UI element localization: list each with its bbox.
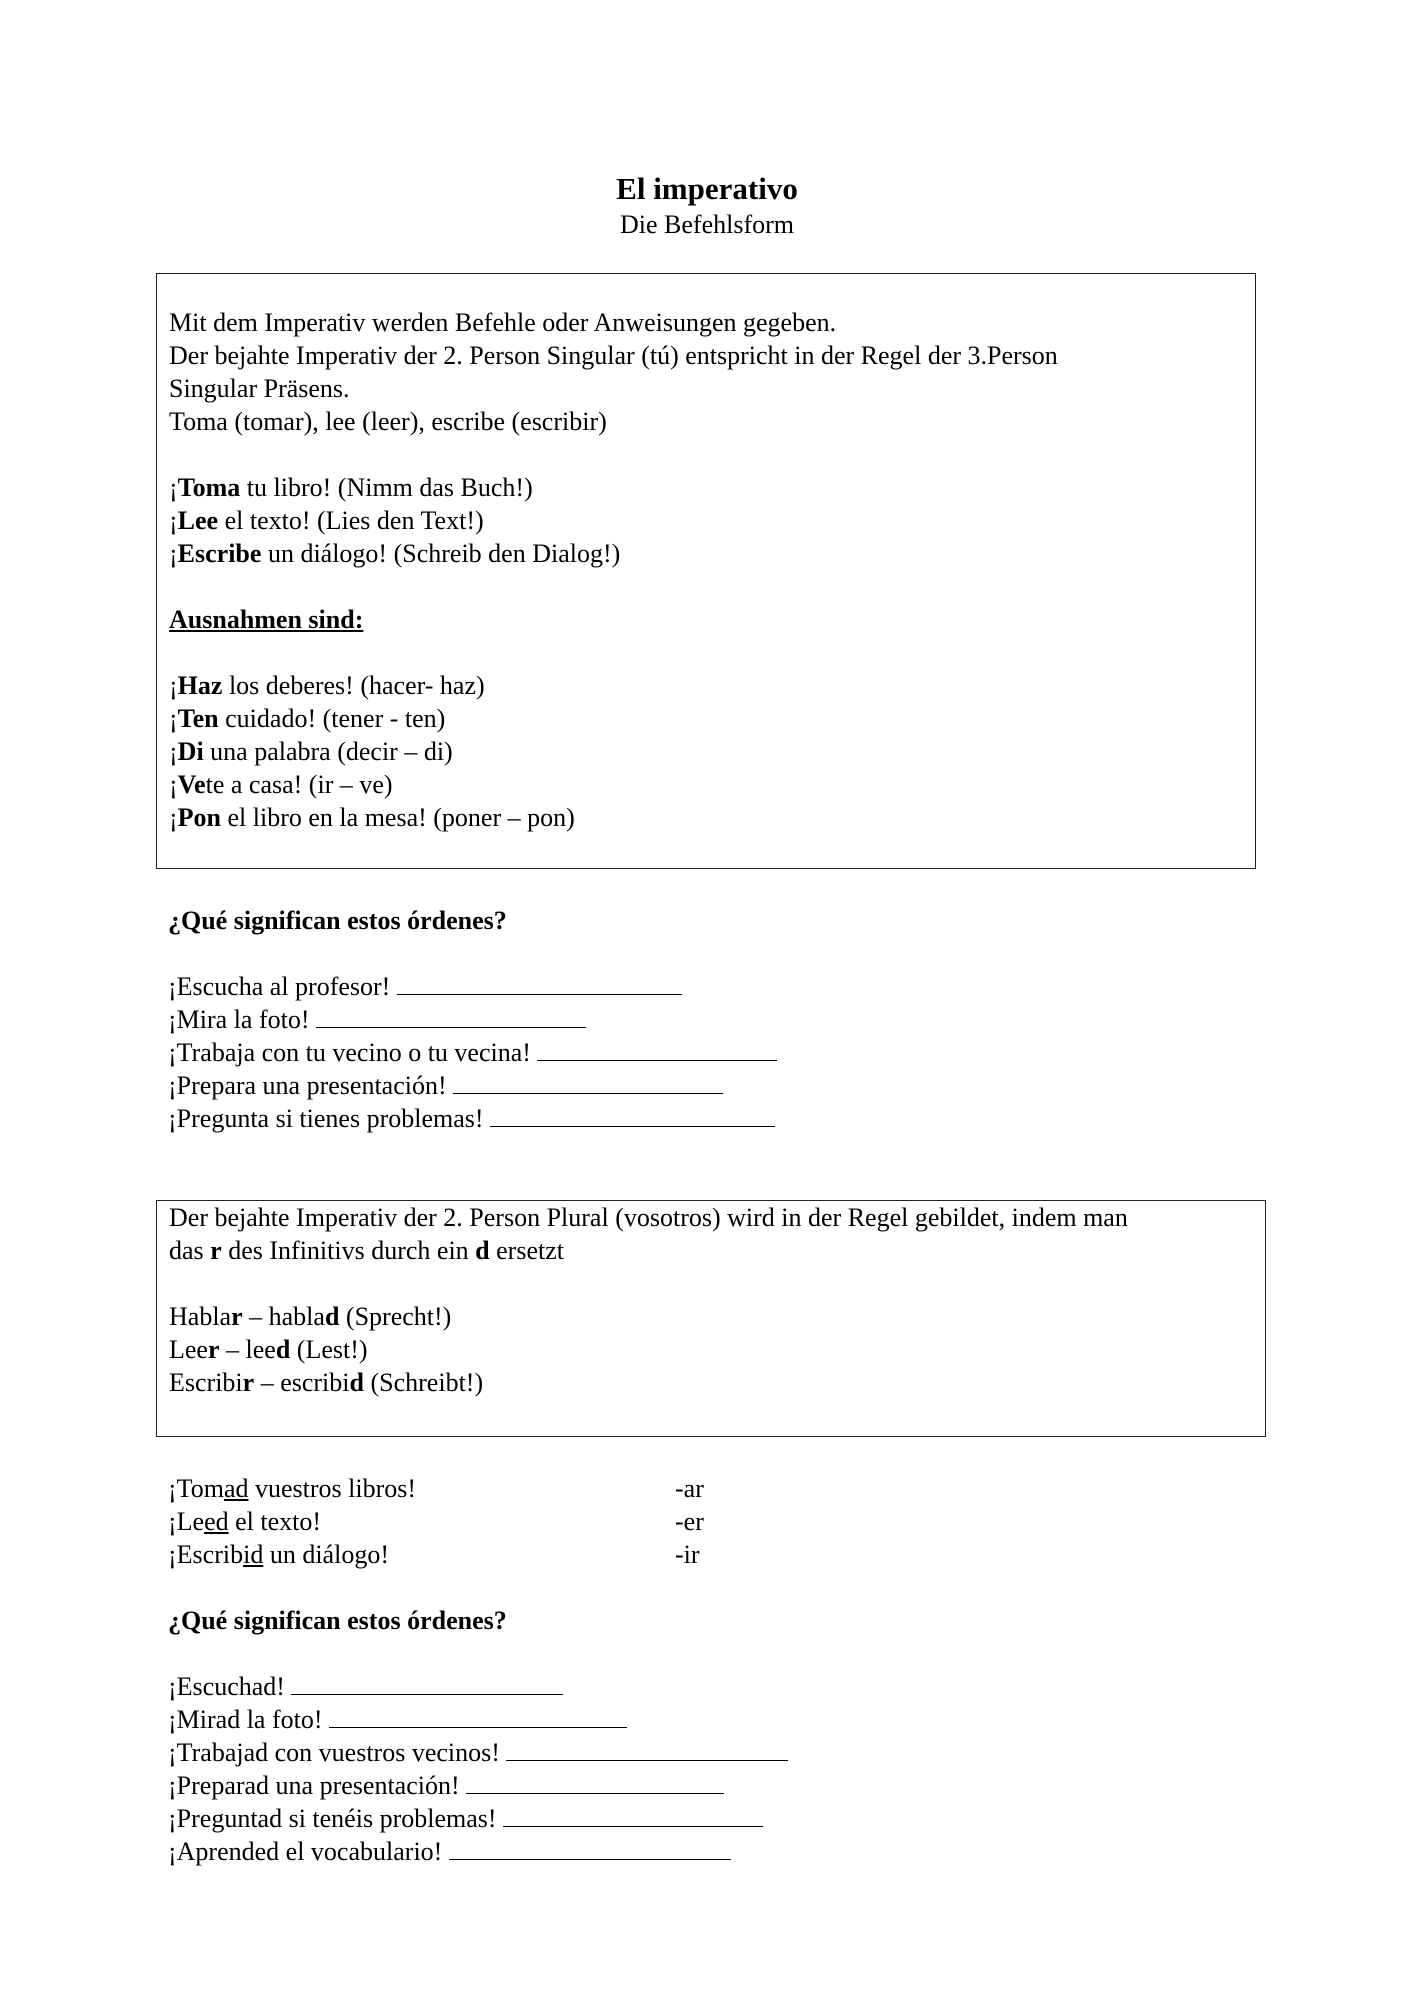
exercise-2: [168, 1604, 788, 1868]
plural-rule-box: [156, 1200, 1266, 1437]
example-line: ¡Lee el texto! (Lies den Text!): [169, 506, 484, 535]
exercise-item: ¡Aprended el vocabulario!: [168, 1835, 788, 1868]
exercise-item: ¡Prepara una presentación!: [168, 1069, 777, 1102]
answer-blank[interactable]: [329, 1705, 627, 1728]
verb-ending: -er: [675, 1507, 704, 1536]
answer-blank[interactable]: [490, 1104, 775, 1127]
exercise-heading: ¿Qué significan estos órdenes?: [168, 906, 507, 935]
plural-example-row: ¡Tomad vuestros libros! -ar: [168, 1474, 704, 1503]
verb-ending: -ar: [675, 1474, 704, 1503]
exercise-item: ¡Preparad una presentación!: [168, 1769, 788, 1802]
exercise-item: ¡Trabajad con vuestros vecinos!: [168, 1736, 788, 1769]
form-line: Hablar – hablad (Sprecht!): [169, 1302, 452, 1331]
plural-examples: [168, 1472, 704, 1571]
exercise-1: [168, 904, 777, 1135]
form-line: Leer – leed (Lest!): [169, 1335, 368, 1364]
exception-line: ¡Pon el libro en la mesa! (poner – pon): [169, 803, 575, 832]
rule-line: Der bejahte Imperativ der 2. Person Plural (vosotros) wird in der Regel gebildet, indem man: [169, 1203, 1128, 1232]
exception-line: ¡Ten cuidado! (tener - ten): [169, 704, 446, 733]
answer-blank[interactable]: [397, 972, 682, 995]
exercise-item: ¡Preguntad si tenéis problemas!: [168, 1802, 788, 1835]
exercise-item: ¡Escucha al profesor!: [168, 970, 777, 1003]
rule-line: das r des Infinitivs durch ein d ersetzt: [169, 1236, 564, 1265]
singular-rule-box: [156, 273, 1256, 869]
plural-example-row: ¡Leed el texto! -er: [168, 1507, 704, 1536]
answer-blank[interactable]: [316, 1005, 586, 1028]
exercise-item: ¡Mirad la foto!: [168, 1703, 788, 1736]
intro-line: Der bejahte Imperativ der 2. Person Singular (tú) entspricht in der Regel der 3.Person: [169, 341, 1058, 370]
page-subtitle: Die Befehlsform: [619, 210, 794, 239]
answer-blank[interactable]: [453, 1071, 723, 1094]
answer-blank[interactable]: [466, 1771, 724, 1794]
intro-line: Mit dem Imperativ werden Befehle oder Anweisungen gegeben.: [169, 308, 837, 337]
answer-blank[interactable]: [506, 1738, 788, 1761]
exercise-item: ¡Trabaja con tu vecino o tu vecina!: [168, 1036, 777, 1069]
intro-line: Toma (tomar), lee (leer), escribe (escribir): [169, 407, 607, 436]
exception-line: ¡Haz los deberes! (hacer- haz): [169, 671, 485, 700]
answer-blank[interactable]: [537, 1038, 777, 1061]
exception-line: ¡Vete a casa! (ir – ve): [169, 770, 393, 799]
answer-blank[interactable]: [503, 1804, 763, 1827]
example-line: ¡Escribe un diálogo! (Schreib den Dialog!): [169, 539, 621, 568]
verb-ending: -ir: [675, 1540, 700, 1569]
exercise-heading: ¿Qué significan estos órdenes?: [168, 1606, 507, 1635]
plural-example-row: ¡Escribid un diálogo! -ir: [168, 1540, 700, 1569]
exceptions-heading: Ausnahmen sind:: [169, 605, 364, 634]
answer-blank[interactable]: [291, 1672, 563, 1695]
answer-blank[interactable]: [449, 1837, 731, 1860]
example-line: ¡Toma tu libro! (Nimm das Buch!): [169, 473, 533, 502]
form-line: Escribir – escribid (Schreibt!): [169, 1368, 484, 1397]
exercise-item: ¡Escuchad!: [168, 1670, 788, 1703]
exercise-item: ¡Mira la foto!: [168, 1003, 777, 1036]
intro-line: Singular Präsens.: [169, 374, 350, 403]
exception-line: ¡Di una palabra (decir – di): [169, 737, 453, 766]
exercise-item: ¡Pregunta si tienes problemas!: [168, 1102, 777, 1135]
page-title: El imperativo: [616, 171, 798, 206]
